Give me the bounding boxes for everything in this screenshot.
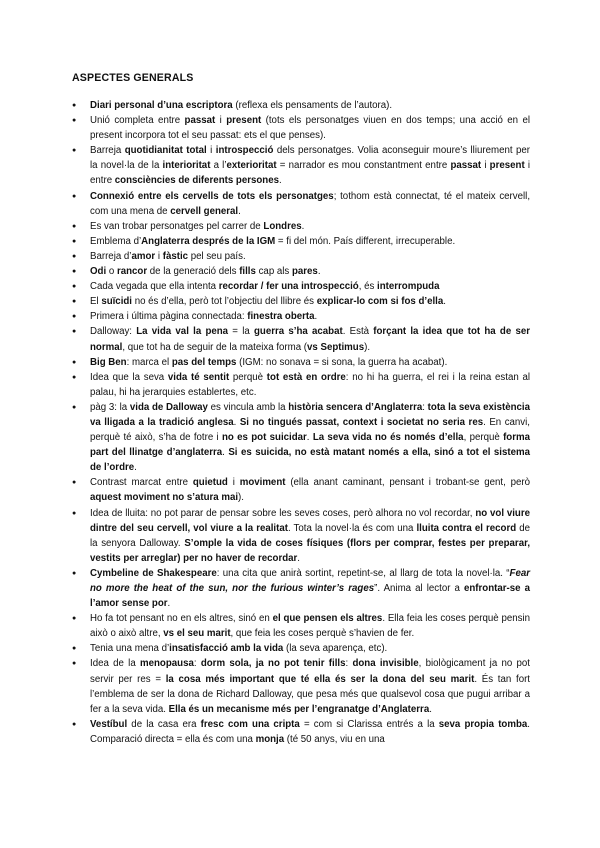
body-text: (tots els personatges viuen en dos temps; una acció en el present incorpora tot el seu passat: ets el que penses). bbox=[90, 115, 530, 142]
bold-text: guerra s’ha acabat bbox=[253, 326, 343, 338]
bold-text: fàstic bbox=[162, 250, 189, 262]
bold-text: enfrontar-se a l’amor sense por bbox=[90, 583, 530, 610]
body-text: i bbox=[155, 250, 163, 262]
body-text: (reflexa els pensaments de l’autora). bbox=[232, 100, 393, 111]
body-text: : no hi ha guerra, el rei i la reina estan al palau, hi ha jerarquies establertes, etc. bbox=[90, 371, 530, 398]
body-text: , que tot ha de seguir de la mateixa forma ( bbox=[122, 341, 308, 353]
bold-text: vida de Dalloway bbox=[129, 401, 208, 413]
bold-text: no vol viure dintre del seu cervell, vol viure a la realitat bbox=[90, 507, 531, 534]
bold-text: amor bbox=[131, 250, 156, 262]
body-text: , que feia les coses perquè s’havien de fer. bbox=[230, 628, 415, 640]
body-text: . Comparació directa = ella és com una bbox=[90, 718, 530, 745]
bold-text: fills bbox=[239, 266, 256, 278]
list-item bbox=[90, 219, 530, 234]
body-text: perquè bbox=[229, 371, 267, 383]
bold-text: quotidianitat total bbox=[124, 145, 207, 157]
list-item bbox=[90, 566, 530, 611]
body-text: de la senyora Dalloway. bbox=[90, 522, 530, 549]
bold-text: moviment bbox=[239, 477, 286, 489]
bold-text: Anglaterra després de la IGM bbox=[141, 235, 276, 247]
body-text: ). bbox=[364, 341, 371, 353]
body-text: no és d’ella, però tot l’objectiu del llibre és bbox=[132, 296, 317, 308]
body-text: Es van trobar personatges pel carrer de bbox=[90, 220, 264, 232]
bold-text: vida té sentit bbox=[167, 371, 230, 383]
body-text: . bbox=[314, 311, 318, 323]
body-text: : bbox=[345, 658, 353, 670]
body-text: . bbox=[443, 296, 446, 308]
bold-text: Si no tingués passat, context i societat no seria res bbox=[239, 416, 484, 428]
body-text: pàg 3: la bbox=[90, 401, 130, 413]
list-item bbox=[90, 189, 530, 219]
bold-text: explicar-lo com si fos d’ella bbox=[316, 296, 444, 308]
body-text: . Tota la novel·la és com una bbox=[287, 522, 417, 534]
list-item bbox=[90, 370, 530, 400]
body-text: . En canvi, perquè té això, s’ha de fotre i bbox=[90, 416, 530, 444]
bold-text: Diari personal d’una escriptora bbox=[90, 100, 233, 111]
list-item bbox=[90, 355, 530, 370]
body-text: dels personatges. Volia aconseguir moure’s lliurement per la novel·la de la bbox=[90, 145, 530, 172]
list-item bbox=[90, 279, 530, 294]
body-text: ). bbox=[238, 492, 244, 504]
body-text: Dalloway: bbox=[90, 326, 137, 338]
bold-text: la cosa més important que té ella és ser la dona del seu marit bbox=[165, 673, 475, 685]
bold-text: Vestíbul bbox=[90, 718, 128, 730]
bold-text: introspecció bbox=[215, 145, 274, 157]
list-item bbox=[90, 656, 530, 716]
bold-text: Cymbeline de Shakespeare bbox=[90, 567, 217, 579]
body-text: (IGM: no sonava = si sona, la guerra ha acabat). bbox=[236, 356, 448, 368]
body-text: . bbox=[238, 205, 241, 217]
bullet-list bbox=[90, 98, 530, 747]
list-item bbox=[90, 506, 530, 566]
body-text: . bbox=[279, 175, 282, 187]
bold-text: no es pot suicidar bbox=[222, 432, 307, 444]
bold-text: vs el seu marit bbox=[163, 628, 231, 640]
bold-text: La seva vida no és només d’ella bbox=[312, 432, 464, 444]
list-item bbox=[90, 641, 530, 656]
body-text: Ho fa tot pensant no en els altres, sinó en bbox=[90, 613, 273, 625]
body-text: Primera i última pàgina connectada: bbox=[90, 311, 248, 323]
bold-text: pas del temps bbox=[171, 356, 237, 368]
bold-text: interioritat bbox=[162, 160, 211, 172]
body-text: Emblema d’ bbox=[90, 235, 142, 247]
body-text: ; tothom està connectat, té el mateix cervell, com una mena de bbox=[90, 190, 531, 217]
body-text: . bbox=[167, 598, 171, 610]
bold-text: tot està en ordre bbox=[266, 371, 346, 383]
bold-text: insatisfacció amb la vida bbox=[169, 643, 284, 655]
body-text: . bbox=[429, 703, 432, 715]
list-item bbox=[90, 324, 530, 354]
bold-text: quietud bbox=[192, 477, 228, 489]
body-text: = la bbox=[228, 326, 254, 338]
emphasis-text: Fear no more the heat of the sun, nor the furious winter’s rages bbox=[90, 567, 530, 594]
bold-text: aquest moviment no s’atura mai bbox=[90, 492, 239, 504]
list-item bbox=[90, 475, 530, 505]
body-text: de la generació dels bbox=[147, 266, 240, 278]
bold-text: lluita contra el record bbox=[416, 522, 517, 534]
body-text: = com si Clarissa entrés a la bbox=[299, 718, 439, 730]
body-text: Idea de lluita: no pot parar de pensar sobre les seves coses, però alhora no vol recordar, bbox=[90, 507, 476, 519]
body-text: . bbox=[134, 462, 137, 474]
body-text: . bbox=[233, 416, 240, 428]
body-text: : bbox=[193, 658, 201, 670]
bold-text: passat bbox=[184, 115, 216, 127]
body-text: , perquè bbox=[463, 432, 504, 444]
bold-text: forma part del llinatge d’anglaterra bbox=[90, 432, 530, 459]
bold-text: dona invisible bbox=[352, 658, 419, 670]
body-text: . És tan fort l’emblema de ser la dona de Richard Dalloway, que pesa més que qualsevol cosa que pugui arribar a fer a la seva vida. bbox=[90, 673, 530, 715]
body-text: Idea que la seva bbox=[90, 371, 168, 383]
bold-text: cervell general bbox=[170, 205, 239, 217]
bold-text: present bbox=[489, 160, 525, 172]
body-text: i bbox=[215, 115, 227, 127]
list-item bbox=[90, 234, 530, 249]
body-text: = fi del món. País different, irrecuperable. bbox=[275, 235, 456, 247]
body-text: , és bbox=[358, 281, 378, 293]
body-text: , biològicament ja no pot servir per res = bbox=[90, 658, 531, 685]
body-text: i entre bbox=[90, 160, 531, 187]
bold-text: vs Septimus bbox=[307, 341, 365, 353]
body-text: pel seu país. bbox=[188, 250, 246, 262]
bold-text: consciències de diferents persones bbox=[114, 175, 279, 187]
body-text: ”. Anima al lector a bbox=[374, 583, 464, 594]
body-text: . bbox=[317, 266, 321, 278]
body-text: . bbox=[222, 447, 229, 459]
bold-text: passat bbox=[450, 160, 482, 172]
body-text: i bbox=[206, 145, 216, 157]
list-item bbox=[90, 143, 530, 188]
body-text: Idea de la bbox=[90, 658, 141, 670]
body-text: (ella anant caminant, pensant i trobant-se gent, però bbox=[285, 477, 530, 489]
body-text: Cada vegada que ella intenta bbox=[90, 281, 219, 293]
body-text: o bbox=[106, 266, 117, 278]
body-text: . bbox=[306, 432, 313, 444]
body-text: . bbox=[297, 552, 300, 564]
body-text: . bbox=[301, 220, 305, 232]
bold-text: present bbox=[226, 115, 262, 127]
body-text: : marca el bbox=[126, 356, 172, 368]
bold-text: dorm sola, ja no pot tenir fills bbox=[200, 658, 346, 670]
bold-text: pares bbox=[291, 266, 318, 278]
body-text: Contrast marcat entre bbox=[90, 477, 193, 489]
bold-text: Londres bbox=[263, 220, 302, 232]
list-item bbox=[90, 309, 530, 324]
bold-text: menopausa bbox=[140, 658, 194, 670]
bold-text: Si es suicida, no està matant només a ella, sinó a tot el sistema de l’ordre bbox=[90, 447, 530, 474]
list-item bbox=[90, 264, 530, 279]
bold-text: exterioritat bbox=[226, 160, 277, 172]
body-text: cap als bbox=[255, 266, 292, 278]
body-text: es vincula amb la bbox=[207, 401, 289, 413]
bold-text: recordar / fer una introspecció bbox=[218, 281, 359, 293]
bold-text: Ella és un mecanisme més per l’engranatge d’Anglaterra bbox=[168, 703, 430, 715]
section-heading: ASPECTES GENERALS bbox=[72, 72, 194, 84]
bold-text: suïcidi bbox=[101, 296, 132, 308]
bold-text: història sencera d’Anglaterra bbox=[288, 401, 423, 413]
bold-text: finestra oberta bbox=[247, 311, 315, 323]
body-text: de la casa era bbox=[127, 718, 201, 730]
body-text: (té 50 anys, viu en una bbox=[284, 733, 385, 745]
body-text: . Està bbox=[342, 326, 374, 338]
body-text: El bbox=[90, 296, 102, 308]
body-text: : una cita que anirà sortint, repetint-se, al llarg de tota la novel·la. “ bbox=[216, 567, 510, 579]
bold-text: La vida val la pena bbox=[136, 326, 229, 338]
list-item bbox=[90, 400, 530, 475]
bold-text: interrompuda bbox=[377, 281, 440, 293]
bold-text: Connexió entre els cervells de tots els personatges bbox=[90, 190, 334, 202]
list-item bbox=[90, 113, 530, 143]
body-text: Barreja d’ bbox=[90, 250, 132, 262]
bold-text: seva propia tomba bbox=[438, 718, 528, 730]
bold-text: fresc com una cripta bbox=[200, 718, 300, 730]
body-text: a l’ bbox=[210, 160, 227, 172]
bold-text: tota la seva existència va lligada a la tradició anglesa bbox=[90, 401, 530, 428]
list-item bbox=[90, 294, 530, 309]
list-item bbox=[90, 717, 530, 747]
bold-text: Big Ben bbox=[90, 356, 127, 368]
bold-text: rancor bbox=[116, 266, 148, 278]
bold-text: el que pensen els altres bbox=[272, 613, 383, 625]
body-text: Barreja bbox=[90, 145, 125, 157]
body-text: . Ella feia les coses perquè pensin això o això altre, bbox=[90, 613, 530, 640]
list-item bbox=[90, 249, 530, 264]
list-item bbox=[90, 611, 530, 641]
body-text: i bbox=[227, 477, 240, 489]
body-text: Tenia una mena d’ bbox=[90, 643, 170, 655]
list-item bbox=[90, 98, 530, 113]
body-text: i bbox=[481, 160, 490, 172]
body-text: : bbox=[422, 401, 428, 413]
body-text: Unió completa entre bbox=[90, 115, 185, 127]
bold-text: monja bbox=[255, 733, 285, 745]
body-text: = narrador es mou constantment entre bbox=[276, 160, 451, 172]
bold-text: S’omple la vida de coses físiques (flors per comprar, festes per preparar, vestits per arreglar) per no haver de recordar bbox=[90, 537, 531, 564]
body-text: (la seva aparença, etc). bbox=[283, 643, 388, 655]
bold-text: Odi bbox=[90, 266, 107, 278]
bold-text: forçant la idea que tot ha de ser normal bbox=[90, 326, 530, 353]
